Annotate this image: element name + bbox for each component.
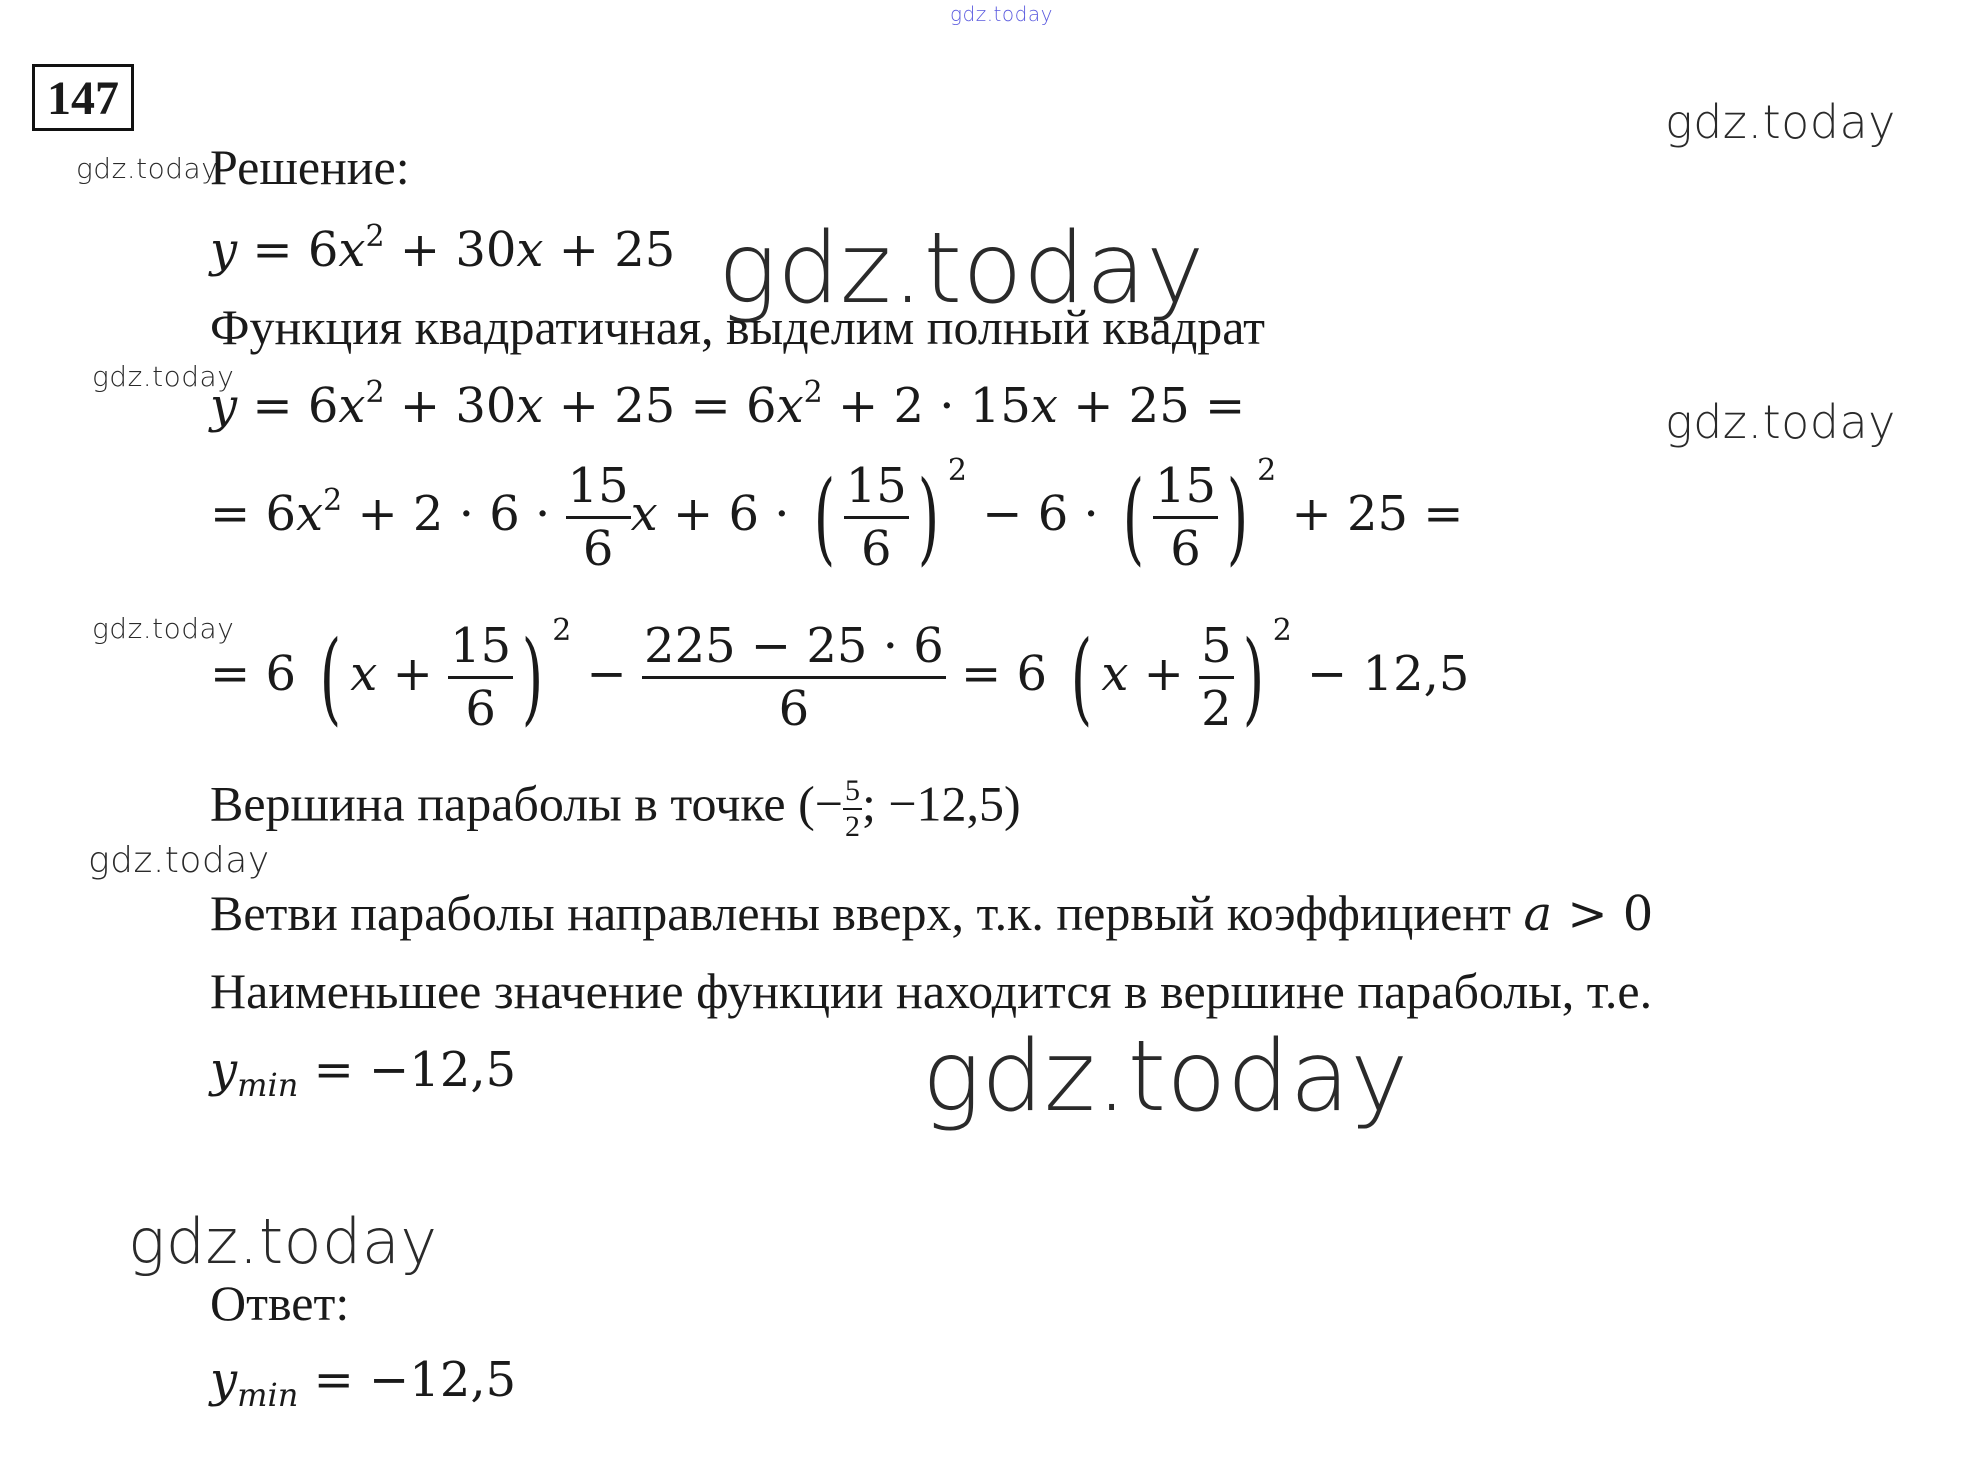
- solution-label: Решение:: [210, 139, 410, 195]
- equation-step-3: = 6 ( x + $\frac{15}{6}$ ) $^2$ − $\frac{225 - 25 \cdot 6}{6}$ = 6 ( x + $\frac{5}{2}$ ) $^2$ − 12,5: [210, 613, 1470, 737]
- watermark: gdz.today: [1665, 95, 1896, 149]
- watermark: gdz.today: [92, 360, 235, 393]
- watermark: gdz.today: [718, 212, 1205, 326]
- problem-number-badge: 147: [32, 64, 134, 131]
- fraction: $\frac{15}{6}$: [845, 458, 907, 577]
- watermark: gdz.today: [92, 612, 235, 645]
- fraction: $\frac{225 - 25 \cdot 6}{6}$: [644, 618, 944, 737]
- watermark: gdz.today: [76, 152, 219, 185]
- vertex-fraction: $\frac{5}{2}$: [844, 774, 860, 843]
- fraction: $\frac{15}{6}$: [450, 618, 512, 737]
- equation-given: $y = 6x^2 + 30x + 25$: [210, 219, 676, 278]
- watermark: gdz.today: [128, 1205, 438, 1278]
- vertex-statement: Вершина параболы в точке (− $\frac{5}{2}$ ; −12,5): [210, 774, 1021, 843]
- branches-statement: Ветви параболы направлены вверх, т.к. первый коэффициент a > 0: [210, 885, 1654, 942]
- minimum-statement: Наименьшее значение функции находится в вершине параболы, т.е.: [210, 963, 1653, 1019]
- equation-step-2: = $6x^2 + 2 \cdot 6$ · $\frac{15}{6}$ x + 6 · ( $\frac{15}{6}$ ) $^2$ − 6 · ( $\frac{15}{6}$ ) $^2$ + 25 =: [210, 453, 1464, 577]
- ymin-result: $y_{min} = -12,5$: [210, 1042, 517, 1104]
- watermark: gdz.today: [950, 2, 1053, 26]
- watermark: gdz.today: [88, 840, 270, 881]
- equation-step-1: $y = 6x^2 + 30x + 25 = 6x^2 + 2 \cdot 15x + 25$ =: [210, 375, 1246, 434]
- function-description: Функция квадратичная, выделим полный квадрат: [210, 299, 1266, 355]
- fraction: $\frac{15}{6}$: [1155, 458, 1217, 577]
- watermark: gdz.today: [922, 1020, 1409, 1134]
- answer-ymin: $y_{min} = -12,5$: [210, 1352, 517, 1414]
- answer-label: Ответ:: [210, 1275, 350, 1331]
- fraction: $\frac{15}{6}$: [567, 458, 629, 577]
- fraction: $\frac{5}{2}$: [1201, 618, 1232, 737]
- watermark: gdz.today: [1665, 395, 1896, 449]
